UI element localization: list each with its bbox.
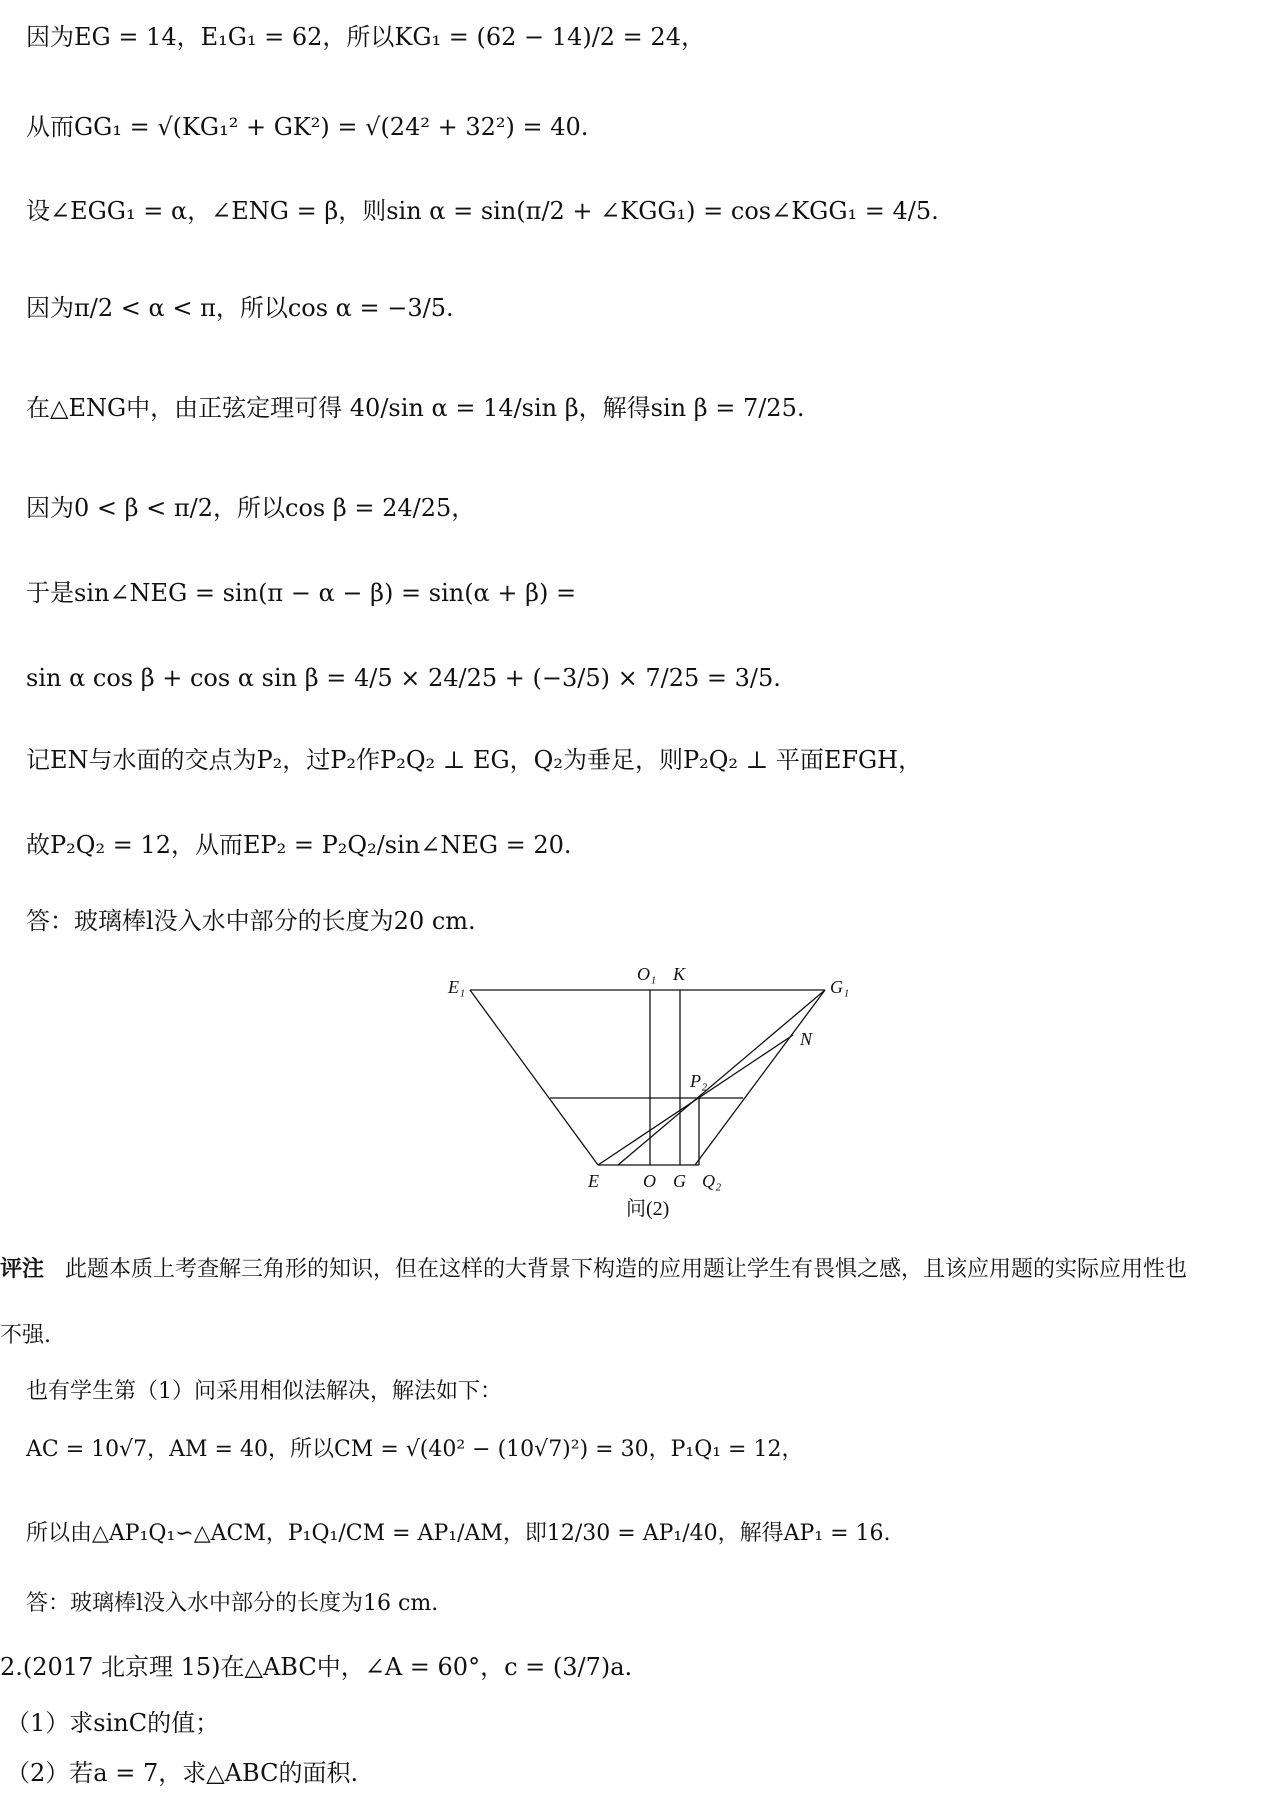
- problem-2-part-2: （2）若a = 7，求△ABC的面积.: [6, 1759, 359, 1787]
- label-g1: G₁: [830, 977, 850, 997]
- line-3: 设∠EGG₁ = α，∠ENG = β，则sin α = sin(π/2 + ∠KGG₁) = cos∠KGG₁ = 4/5.: [26, 197, 939, 225]
- line-8: sin α cos β + cos α sin β = 4/5 × 24/25 + (−3/5) × 7/25 = 3/5.: [26, 664, 781, 692]
- line-11: 答：玻璃棒l没入水中部分的长度为20 cm.: [26, 907, 476, 935]
- label-n: N: [800, 1029, 813, 1049]
- line-4: 因为π/2 < α < π，所以cos α = −3/5.: [26, 294, 454, 322]
- label-k: K: [673, 964, 686, 984]
- problem-2-part-1: （1）求sinC的值；: [6, 1709, 220, 1737]
- label-e: E: [588, 1171, 599, 1191]
- line-2: 从而GG₁ = √(KG₁² + GK²) = √(24² + 32²) = 40.: [26, 113, 589, 141]
- alt-line-2: AC = 10√7，AM = 40，所以CM = √(40² − (10√7)²) = 30，P₁Q₁ = 12，: [26, 1437, 804, 1462]
- line-7: 于是sin∠NEG = sin(π − α − β) = sin(α + β) =: [26, 579, 577, 607]
- comment-cont: 不强.: [0, 1323, 51, 1348]
- rod-gg1: [618, 990, 825, 1165]
- line-10: 故P₂Q₂ = 12，从而EP₂ = P₂Q₂/sin∠NEG = 20.: [26, 831, 572, 859]
- line-6: 因为0 < β < π/2，所以cos β = 24/25，: [26, 494, 476, 522]
- label-g: G: [673, 1171, 686, 1191]
- problem-2: 2.(2017 北京理 15)在△ABC中，∠A = 60°，c = (3/7)a.: [0, 1653, 633, 1681]
- trapezoid-figure: [440, 955, 870, 1225]
- label-p2: P₂: [690, 1071, 708, 1091]
- line-9: 记EN与水面的交点为P₂，过P₂作P₂Q₂ ⊥ EG，Q₂为垂足，则P₂Q₂ ⊥ 平面EFGH，: [26, 746, 923, 774]
- comment-text: 此题本质上考查解三角形的知识，但在这样的大背景下构造的应用题让学生有畏惧之感，且该应用题的实际应用性也: [65, 1257, 1188, 1282]
- label-o1: O₁: [637, 964, 657, 984]
- label-e1: E₁: [448, 977, 466, 997]
- label-o: O: [643, 1171, 656, 1191]
- figure-caption: 问(2): [626, 1198, 670, 1220]
- alt-line-4: 答：玻璃棒l没入水中部分的长度为16 cm.: [26, 1591, 439, 1616]
- right-edge: [695, 990, 825, 1165]
- label-q2: Q₂: [702, 1171, 722, 1191]
- left-edge: [470, 990, 598, 1165]
- alt-line-3: 所以由△AP₁Q₁∽△ACM，P₁Q₁/CM = AP₁/AM，即12/30 = AP₁/40，解得AP₁ = 16.: [26, 1521, 891, 1546]
- comment-line: [0, 1256, 1187, 1284]
- line-5: 在△ENG中，由正弦定理可得 40/sin α = 14/sin β，解得sin β = 7/25.: [26, 394, 805, 422]
- alt-line-1: 也有学生第（1）问采用相似法解决，解法如下：: [26, 1379, 502, 1404]
- line-1: 因为EG = 14，E₁G₁ = 62，所以KG₁ = (62 − 14)/2 = 24，: [26, 23, 705, 51]
- comment-tag: 评注: [0, 1256, 45, 1282]
